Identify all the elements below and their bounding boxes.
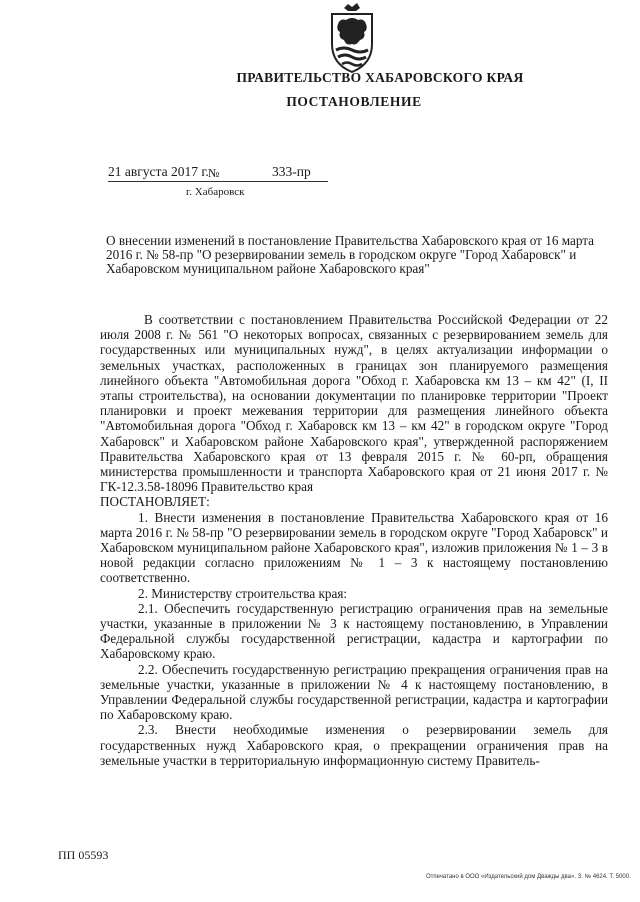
paragraph-2-1: 2.1. Обеспечить государственную регистрацию ограничения прав на земельные участки, указанные в приложении № 3 к настоящему постановлению, в Управлении Федеральной службы государственной регистрации, кадастра и картографии по Хабаровскому краю.	[100, 600, 608, 662]
number-label: №	[208, 166, 220, 180]
underline-divider	[108, 181, 328, 182]
city-label: г. Хабаровск	[186, 186, 245, 198]
registration-line	[108, 162, 328, 184]
document-code: ПП 05593	[58, 848, 109, 862]
preamble-paragraph: В соответствии с постановлением Правительства Российской Федерации от 22 июля 2008 г. № 561 "О некоторых вопросах, связанных с резервированием земель для государственных или муниципальных нужд", в целях актуализации информации о земельных участках, расположенных в границах зон планируемого размещения линейного объекта "Автомобильная дорога "Обход г. Хабаровска км 13 – км 42" (I, II этапы строительства), на основании документации по планировке территории "Проект планировки и проект межевания территории для размещения линейного объекта "Автомобильная дорога "Обход г. Хабаровск км 13 – км 42" в городском округе "Город Хабаровск" и Хабаровском районе Хабаровского края", утвержденной распоряжением Правительства Хабаровского края от 13 февраля 2015 г. № 60-рп, обращения министерства промышленности и транспорта Хабаровского края от 21 июня 2017 г. № ГК-12.3.58-18096 Правительство края	[100, 312, 608, 495]
paragraph-2-2: 2.2. Обеспечить государственную регистрацию прекращения ограничения прав на земельные участки, указанные в приложении № 4 к настоящему постановлению, в Управлении Федеральной службы государственной регистрации, кадастра и картографии по Хабаровскому краю.	[100, 661, 608, 723]
resolves-heading: ПОСТАНОВЛЯЕТ:	[100, 494, 210, 510]
government-title: ПРАВИТЕЛЬСТВО ХАБАРОВСКОГО КРАЯ	[236, 70, 524, 85]
paragraph-2: 2. Министерству строительства края:	[138, 585, 348, 601]
document-subject: О внесении изменений в постановление Правительства Хабаровского края от 16 марта 2016 г. № 58-пр "О резервировании земель в городском округе "Город Хабаровск" и Хабаровском муниципальном районе Хабаровского края"	[106, 233, 595, 276]
coat-of-arms-icon	[326, 2, 378, 74]
paragraph-1: 1. Внести изменения в постановление Правительства Хабаровского края от 16 марта 2016 г. № 58-пр "О резервировании земель в городском округе "Город Хабаровск" и Хабаровском муниципальном районе Хабаровского края", изложив приложения № 1 – 3 в новой редакции согласно приложениям № 1 – 3 к настоящему постановлению соответственно.	[100, 509, 608, 586]
registration-date: 21 августа 2017 г.	[108, 164, 209, 179]
paragraph-2-3: 2.3. Внести необходимые изменения о резервировании земель для государственных нужд Хабаровского края, о прекращении ограничения прав на земельные участки в территориальную информационную систему Правитель-	[100, 722, 608, 768]
document-body	[100, 312, 608, 768]
document-type-title: ПОСТАНОВЛЕНИЕ	[286, 94, 422, 109]
registration-number: 333-пр	[272, 164, 311, 179]
printer-imprint: Отпечатано в ООО «Издательский дом Дважды два». З. № 4624. Т. 5000.	[426, 874, 631, 880]
